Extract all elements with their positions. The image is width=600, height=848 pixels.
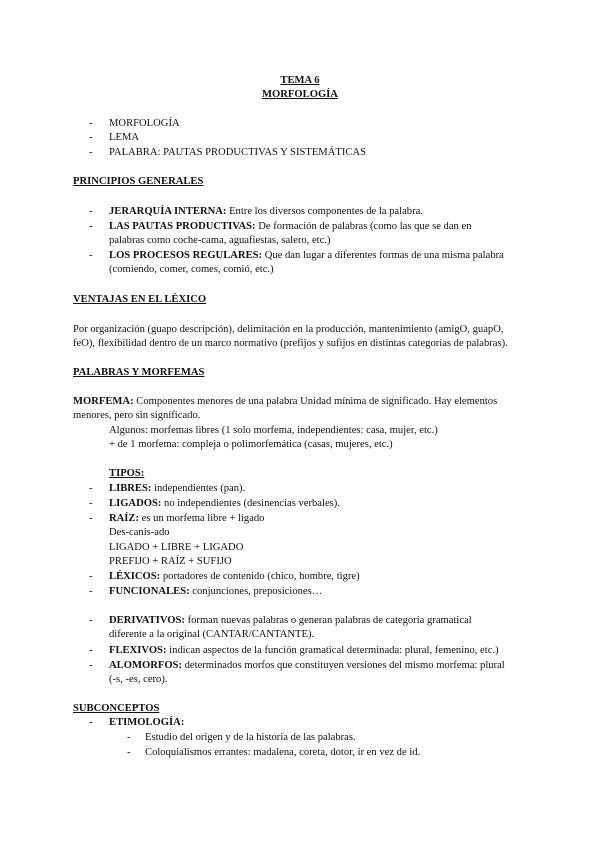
list-bullet: - — [89, 483, 93, 494]
definition: independientes (pan). — [151, 483, 246, 494]
section-heading-palabras: PALABRAS Y MORFEMAS — [73, 367, 205, 378]
list-bullet: - — [89, 645, 93, 656]
list-item: MORFOLOGÍA — [109, 118, 180, 129]
list-item — [109, 220, 472, 235]
list-item: Coloquialismos errantes: madalena, coreta, dotor, ir en vez de id. — [145, 747, 421, 758]
term: FLEXIVOS: — [109, 645, 167, 656]
subheading-tipos: TIPOS: — [109, 468, 145, 479]
term: DERIVATIVOS: — [109, 615, 185, 626]
list-item-continuation: palabras como coche-cama, aguafiestas, salero, etc.) — [109, 235, 331, 246]
term: LIBRES: — [109, 483, 152, 494]
list-item — [109, 249, 504, 264]
list-bullet: - — [89, 660, 93, 671]
list-bullet: - — [89, 118, 93, 129]
list-bullet: - — [89, 615, 93, 626]
definition: Componentes menores de una palabra Unidad mínima de significado. Hay elementos — [133, 396, 498, 407]
list-bullet: - — [89, 250, 93, 261]
list-item — [109, 512, 264, 527]
paragraph-line: menores, pero sin significado. — [73, 410, 201, 421]
list-bullet: - — [89, 586, 93, 597]
definition: Que dan lugar a diferentes formas de una misma palabra — [262, 250, 504, 261]
list-bullet: - — [89, 498, 93, 509]
term: JERARQUÍA INTERNA: — [109, 206, 227, 217]
section-heading-principios: PRINCIPIOS GENERALES — [73, 176, 204, 187]
paragraph-line: feO), flexibilidad dentro de un marco normativo (prefijos y sufijos en distintas categorías de palabras). — [73, 338, 508, 349]
paragraph-line: Por organización (guapo descripción), delimitación en la producción, mantenimiento (amigO, guapO, — [73, 324, 504, 335]
section-heading-ventajas: VENTAJAS EN EL LÉXICO — [73, 294, 207, 305]
list-bullet: - — [89, 132, 93, 143]
example-line: Des-canis-ado — [109, 527, 170, 538]
definition: forman nuevas palabras o generan palabras de categoría gramatical — [184, 615, 472, 626]
term: RAÍZ: — [109, 513, 140, 524]
list-item-continuation: diferente a la original (CANTAR/CANTANTE). — [109, 629, 315, 640]
list-item — [109, 644, 499, 659]
definition: De formación de palabras (como las que se dan en — [255, 221, 472, 232]
term: MORFEMA: — [73, 396, 134, 407]
list-item-continuation: (comiendo, comer, comes, comió, etc.) — [109, 264, 274, 275]
section-heading-subconceptos: SUBCONCEPTOS — [73, 703, 160, 714]
term: LÉXICOS: — [109, 571, 161, 582]
definition: indican aspectos de la función gramatical determinada: plural, femenino, etc.) — [166, 645, 499, 656]
list-bullet: - — [89, 717, 93, 728]
example-line: PREFIJO + RAÍZ + SUFIJO — [109, 556, 232, 567]
list-item — [109, 570, 360, 585]
list-bullet: - — [127, 732, 131, 743]
term: LIGADOS: — [109, 498, 162, 509]
definition: determinados morfos que constituyen versiones del mismo morfema: plural — [181, 660, 505, 671]
list-item — [109, 482, 245, 497]
paragraph-line: Algunos: morfemas libres (1 solo morfema, independientes: casa, mujer, etc.) — [109, 425, 438, 436]
list-item — [109, 585, 322, 600]
list-bullet: - — [89, 221, 93, 232]
paragraph-line: + de 1 morfema: compleja o polimorfemática (casas, mujeres, etc.) — [109, 439, 393, 450]
list-item — [109, 497, 340, 512]
list-bullet: - — [89, 513, 93, 524]
list-item — [109, 205, 423, 220]
list-item: LEMA — [109, 132, 140, 143]
definition: no independientes (desinencias verbales). — [161, 498, 340, 509]
term: FUNCIONALES: — [109, 586, 190, 597]
definition: portadores de contenido (chico, hombre, tigre) — [160, 571, 360, 582]
etimologia-term: ETIMOLOGÍA: — [109, 717, 185, 728]
list-item: PALABRA: PAUTAS PRODUCTIVAS Y SISTEMÁTICAS — [109, 147, 366, 158]
list-item-continuation: (-s, -es, cero). — [109, 674, 168, 685]
definition: conjunciones, preposiciones… — [189, 586, 323, 597]
page-title: TEMA 6 — [280, 75, 320, 86]
list-item — [109, 614, 472, 629]
list-item — [109, 659, 505, 674]
term: LAS PAUTAS PRODUCTIVAS: — [109, 221, 256, 232]
definition: Entre los diversos componentes de la palabra. — [226, 206, 423, 217]
list-item: Estudio del origen y de la historia de las palabras. — [145, 732, 356, 743]
term: LOS PROCESOS REGULARES: — [109, 250, 263, 261]
list-bullet: - — [89, 206, 93, 217]
term: ALOMORFOS: — [109, 660, 182, 671]
page-subtitle: MORFOLOGÍA — [262, 89, 338, 100]
paragraph-line — [73, 395, 497, 410]
list-bullet: - — [89, 147, 93, 158]
example-line: LIGADO + LIBRE + LIGADO — [109, 542, 244, 553]
definition: es un morfema libre + ligado — [139, 513, 265, 524]
list-bullet: - — [89, 571, 93, 582]
list-bullet: - — [127, 747, 131, 758]
